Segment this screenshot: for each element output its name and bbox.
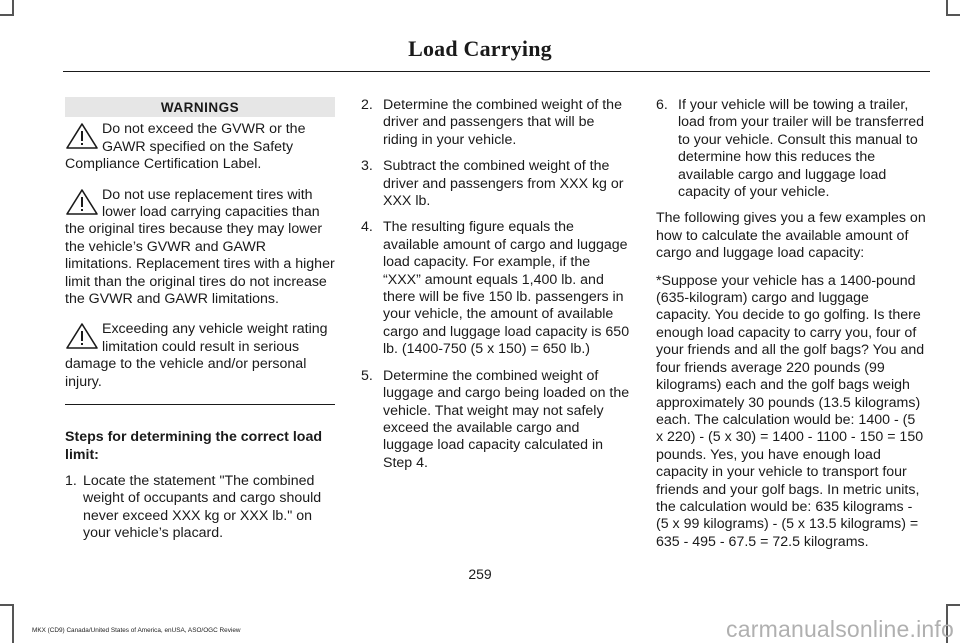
- crop-mark: [12, 604, 14, 643]
- step-text: Determine the combined weight of the driver and passengers that will be riding in your vehicle.: [383, 97, 622, 148]
- step-number: 5.: [361, 367, 373, 384]
- column-middle: [361, 97, 631, 481]
- step-text: If your vehicle will be towing a trailer, load from your trailer will be transferred to your vehicle. Consult this manual to determine how this reduces the available cargo and luggage load capacity of your vehicle.: [678, 97, 925, 201]
- crop-mark: [0, 14, 14, 16]
- column-right: [656, 97, 926, 561]
- warning-triangle-icon: [65, 122, 99, 150]
- warning-item: [65, 321, 335, 391]
- watermark: carmanualsonline.info: [726, 616, 954, 642]
- list-item: [65, 473, 335, 543]
- column-left: [65, 97, 335, 552]
- warnings-heading: WARNINGS: [65, 97, 335, 117]
- step-text: Subtract the combined weight of the driver and passengers from XXX kg or XXX lb.: [383, 158, 624, 210]
- footer-text: MKX (CD9) Canada/United States of America, enUSA, ASO/OGC Review: [32, 627, 241, 634]
- example-paragraph: *Suppose your vehicle has a 1400-pound (635-kilogram) cargo and luggage capacity. You decide to go golfing. Is there enough load capacity to carry you, four of your friends and all the golf bags? You and four friends average 220 pounds (99 kilograms) each and the golf bags weigh approximately 30 pounds (13.5 kilograms) each. The calculation would be: 1400 - (5 x 220) - (5 x 30) = 1400 - 1100 - 150 = 150 pounds. Yes, you have enough load capacity in your vehicle to transport four friends and your golf bags. In metric units, the calculation would be: 635 kilograms - (5 x 99 kilograms) - (5 x 13.5 kilograms) = 635 - 495 - 67.5 = 72.5 kilograms.: [656, 272, 925, 550]
- warning-triangle-icon: [65, 188, 99, 216]
- warning-triangle-icon: [65, 322, 99, 350]
- warning-text: Do not use replacement tires with lower load carrying capacities than the original tires because they may lower the vehicle’s GVWR and GAWR limitations. Replacement tires with a higher limit than the original tires do not increase the GVWR and GAWR limitations.: [65, 186, 335, 308]
- warning-item: [65, 187, 335, 309]
- list-item: [656, 97, 926, 201]
- crop-mark: [0, 604, 14, 606]
- step-text: Determine the combined weight of luggage and cargo being loaded on the vehicle. That weight may not safely exceed the available cargo and luggage load capacity calculated in Step 4.: [383, 367, 630, 471]
- body-paragraph: The following gives you a few examples on how to calculate the available amount of cargo and luggage load capacity:: [656, 210, 926, 262]
- step-number: 4.: [361, 219, 373, 236]
- header-divider: [63, 71, 930, 72]
- warnings-divider: [65, 404, 335, 405]
- crop-mark: [946, 14, 960, 16]
- steps-heading: Steps for determining the correct load limit:: [65, 429, 322, 463]
- page-number: 259: [468, 566, 492, 582]
- step-number: 2.: [361, 97, 373, 113]
- step-text: The resulting figure equals the available amount of cargo and luggage load capacity. For example, if the “XXX” amount equals 1,400 lb. and there will be five 150 lb. passengers in your vehicle, the amount of available cargo and luggage load capacity is 650 lb. (1400-750 (5 x 150) = 650 lb.): [383, 219, 630, 358]
- list-item: [361, 219, 631, 358]
- list-item: [361, 158, 631, 210]
- warning-item: [65, 121, 335, 173]
- warning-text: Do not exceed the GVWR or the GAWR specified on the Safety Compliance Certification Label.: [65, 121, 306, 173]
- page-title: Load Carrying: [408, 36, 552, 61]
- step-number: 6.: [656, 97, 668, 113]
- step-number: 1.: [65, 472, 77, 489]
- list-item: [361, 97, 631, 149]
- step-text: Locate the statement "The combined weight of occupants and cargo should never exceed XXX kg or XXX lb." on your vehicle’s placard.: [83, 472, 322, 542]
- step-number: 3.: [361, 158, 373, 175]
- list-item: [361, 368, 631, 472]
- warning-text: Exceeding any vehicle weight rating limitation could result in serious damage to the vehicle and/or personal injury.: [65, 321, 328, 390]
- crop-mark: [946, 604, 960, 606]
